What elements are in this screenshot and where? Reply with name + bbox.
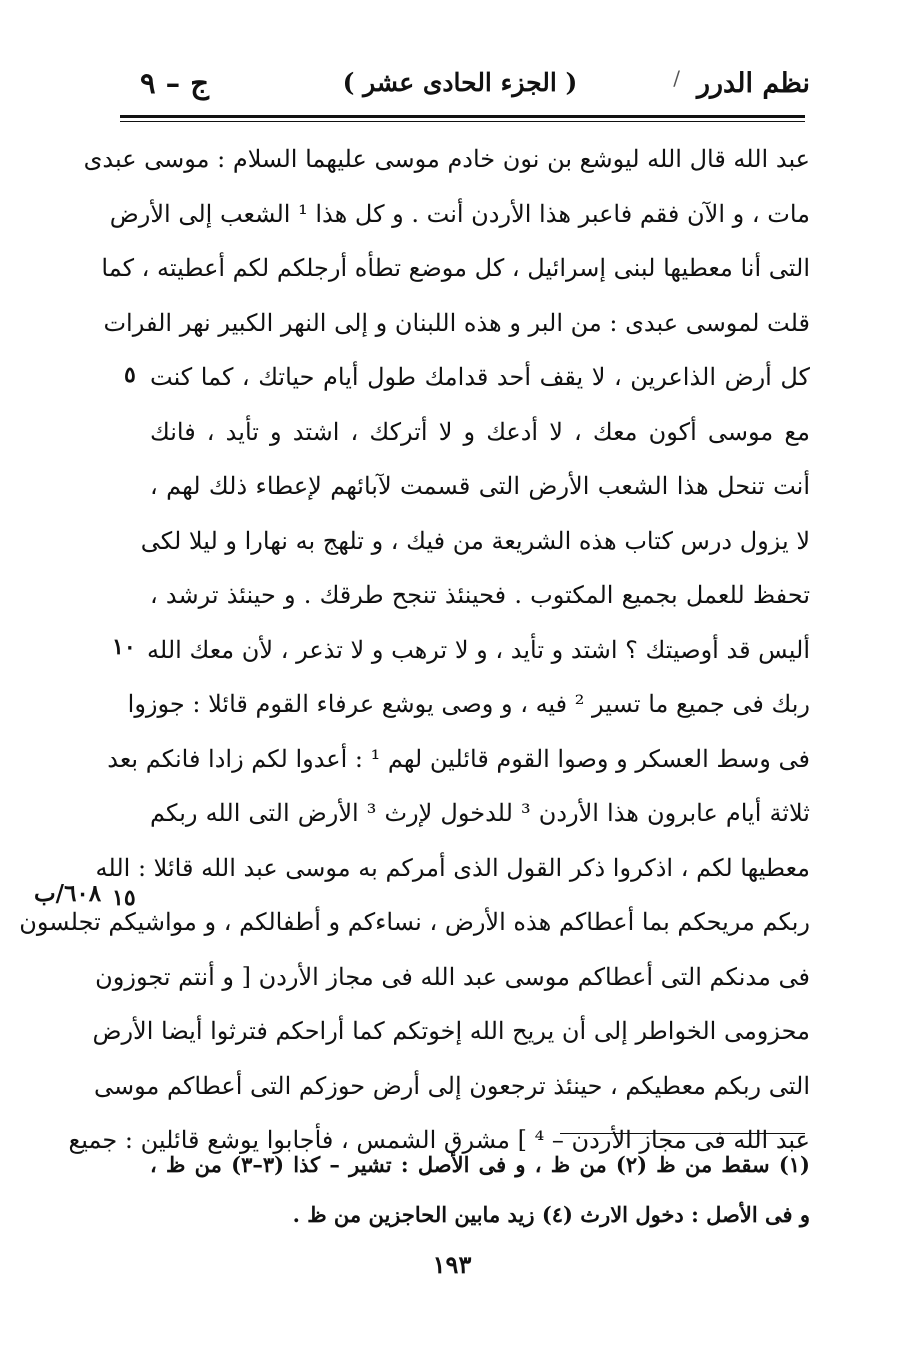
text-line: ربكم مريحكم بما أعطاكم هذه الأرض ، نساءكم و أطفالكم ، و مواشيكم تجلسون (19, 908, 810, 936)
footnotes (150, 1140, 810, 1240)
volume-number: ج – ٩ (140, 66, 209, 100)
text-line: لا يزول درس كتاب هذه الشريعة من فيك ، و تلهج به نهارا و ليلا لكى (140, 526, 810, 555)
book-title: نظم الدرر (696, 68, 810, 99)
text-line: كل أرض الذاعرين ، لا يقف أحد قدامك طول أيام حياتك ، كما كنت (150, 363, 810, 391)
text-line: عبد الله فى مجاز الأردن – ⁴ ] مشرق الشمس ، فأجابوا يوشع قائلين : جميع (68, 1126, 810, 1154)
footnote-rule (560, 1133, 805, 1134)
running-header (110, 60, 810, 110)
footnote-line: و فى الأصل : دخول الارث (٤) زيد مابين الحاجزين من ظ . (292, 1202, 810, 1227)
text-line: فى وسط العسكر و وصوا القوم قائلين لهم ¹ : أعدوا لكم زادا فانكم بعد (107, 744, 810, 773)
text-line: محزومى الخواطر إلى أن يريح الله إخوتكم كما أراحكم فترثوا أيضا الأرض (92, 1017, 810, 1045)
text-line: فى مدنكم التى أعطاكم موسى عبد الله فى مجاز الأردن [ و أنتم تجوزون (95, 962, 810, 991)
footnote-line: (١) سقط من ظ (٢) من ظ ، و فى الأصل : تشير – كذا (٣–٣) من ظ ، (150, 1152, 810, 1177)
text-line: مع موسى أكون معك ، لا أدعك و لا أتركك ، اشتد و تأيد ، فانك (150, 417, 810, 446)
text-line: ثلاثة أيام عابرون هذا الأردن ³ للدخول لإرث ³ الأرض التى الله ربكم (150, 799, 810, 827)
text-line: أنت تنحل هذا الشعب الأرض التى قسمت لآبائهم لإعطاء ذلك لهم ، (150, 472, 810, 500)
header-rule-thin (120, 121, 805, 122)
part-title: ( الجزء الحادى عشر ) (342, 68, 578, 97)
line-number-5: ٥ (124, 362, 136, 388)
text-line: التى أنا معطيها لبنى إسرائيل ، كل موضع تطأه أرجلكم لكم أعطيته ، كما (101, 254, 810, 282)
text-line: عبد الله قال الله ليوشع بن نون خادم موسى عليهما السلام : موسى عبدى (83, 145, 810, 173)
header-rule-thick (120, 115, 805, 118)
manuscript-folio-reference: ٦٠٨/ب (34, 880, 102, 907)
line-number-10: ١٠ (112, 634, 136, 660)
text-line: قلت لموسى عبدى : من البر و هذه اللبنان و إلى النهر الكبير نهر الفرات (103, 308, 810, 337)
text-line: ربك فى جميع ما تسير ² فيه ، و وصى يوشع عرفاء القوم قائلا : جوزوا (127, 690, 810, 718)
text-line: أليس قد أوصيتك ؟ اشتد و تأيد ، و لا ترهب و لا تذعر ، لأن معك الله (147, 635, 810, 664)
line-number-15: ١٥ (112, 885, 136, 911)
text-line: مات ، و الآن فقم فاعبر هذا الأردن أنت . و كل هذا ¹ الشعب إلى الأرض (109, 199, 810, 228)
text-line: التى ربكم معطيكم ، حينئذ ترجعون إلى أرض حوزكم التى أعطاكم موسى (94, 1071, 810, 1100)
text-line: تحفظ للعمل بجميع المكتوب . فحينئذ تنجح طرقك . و حينئذ ترشد ، (150, 581, 810, 609)
page-number: ١٩٣ (432, 1250, 472, 1279)
header-mark: / (673, 66, 680, 90)
text-line: معطيها لكم ، اذكروا ذكر القول الذى أمركم به موسى عبد الله قائلا : الله (95, 853, 810, 882)
